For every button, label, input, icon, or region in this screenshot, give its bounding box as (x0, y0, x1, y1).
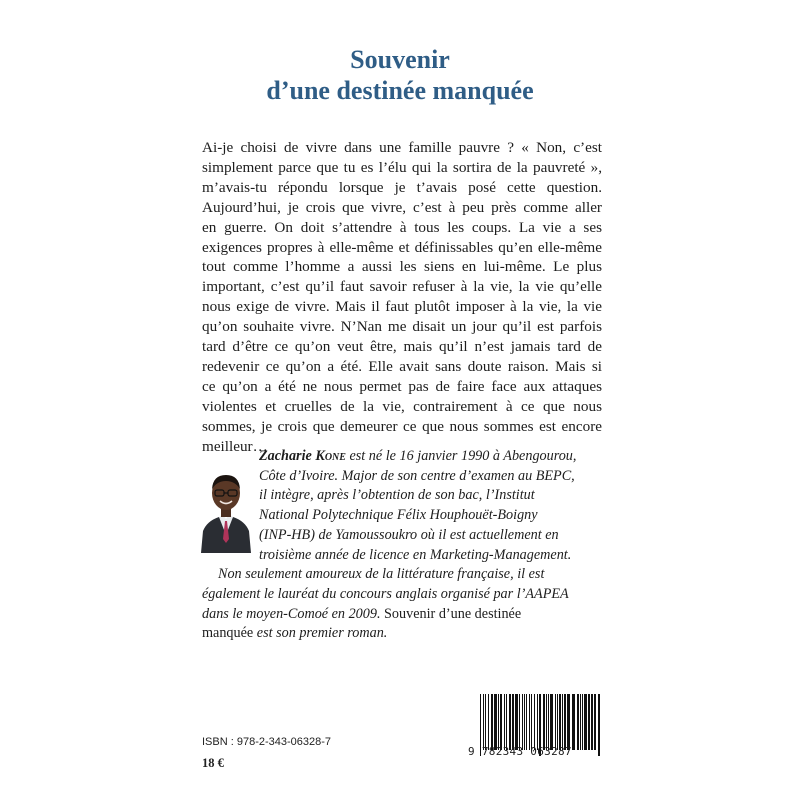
bio-line (202, 605, 602, 625)
blurb-line: violentes et cruelles de la vie, contrairement à ce que nous (202, 397, 602, 415)
blurb-line: important, c’est qu’il faut savoir refuser à la vie, la vie qu’elle (202, 278, 602, 296)
bio-last-italic: est son premier roman. (253, 625, 388, 642)
isbn: ISBN : 978-2-343-06328-7 (202, 736, 332, 748)
bio-line: National Polytechnique Félix Houphouët-Boigny (259, 507, 538, 524)
author-last-name: Kone (315, 448, 346, 464)
blurb-line: sommes, je crois que demeurer ce que nous sommes est encore (202, 417, 602, 435)
title-line-1: Souvenir (350, 45, 450, 74)
blurb-line: en guerre. On doit s’attendre à tous les coups. La vie a ses (202, 218, 602, 236)
title-line-2: d’une destinée manquée (266, 76, 534, 105)
bio-line: Non seulement amoureux de la littérature française, il est (218, 566, 545, 583)
blurb-line: tout comme l’homme a aussi les siens en lui-même. Le plus (202, 258, 602, 276)
bio-line: troisième année de licence en Marketing-Management. (259, 546, 572, 563)
bio-line-1-rest: est né le 16 janvier 1990 à Abengourou, (345, 448, 577, 464)
book-title-inline-end: manquée (202, 625, 254, 642)
blurb-line: tard d’être ce qu’on veut être, mais qu’il n’est jamais tard de (202, 338, 602, 356)
price: 18 € (202, 756, 224, 770)
barcode-number: 9 782343 063287 (468, 745, 572, 758)
blurb-line: ce qu’on a été ne nous permet pas de faire face aux attaques (202, 377, 602, 395)
bio-line: (INP-HB) de Yamoussoukro où il est actuellement en (259, 526, 559, 543)
blurb-line: simplement parce que tu es l’élu qui la sortira de la pauvreté », (202, 158, 602, 176)
blurb-line: qu’on souhaite vivre. N’Nan me disait un jour qu’il est parfois (202, 318, 602, 336)
blurb-line: redevenir ce qu’on a été. Elle avait sans doute raison. Mais si (202, 357, 602, 375)
blurb-line: Aujourd’hui, je crois que vivre, c’est à peu près comme aller (202, 198, 602, 216)
bio-line: Côte d’Ivoire. Major de son centre d’examen au BEPC, (259, 467, 575, 484)
bio-line: il intègre, après l’obtention de son bac, l’Institut (259, 487, 535, 504)
blurb-line: Ai-je choisi de vivre dans une famille pauvre ? « Non, c’est (202, 139, 602, 156)
blurb-line: nous exige de vivre. Mais il faut plutôt imposer à la vie, la vie (202, 298, 602, 316)
blurb-line: meilleur… (202, 437, 268, 455)
bio-line-3-start: dans le moyen-Comoé en 2009. (202, 605, 381, 622)
book-title (0, 44, 800, 106)
bio-line: également le lauréat du concours anglais organisé par l’AAPEA (202, 585, 569, 602)
author-bio (202, 447, 602, 644)
back-cover-blurb (202, 138, 602, 457)
blurb-line: m’avais-tu répondu lorsque je t’avais posé cette question. (202, 178, 602, 196)
bio-line (202, 447, 602, 467)
blurb-line: exigences propres à elle-même et définissables qu’en elle-même (202, 238, 602, 256)
bio-line (202, 624, 602, 644)
book-title-inline: Souvenir d’une destinée (380, 605, 522, 622)
author-first-name: Zacharie (259, 448, 312, 464)
